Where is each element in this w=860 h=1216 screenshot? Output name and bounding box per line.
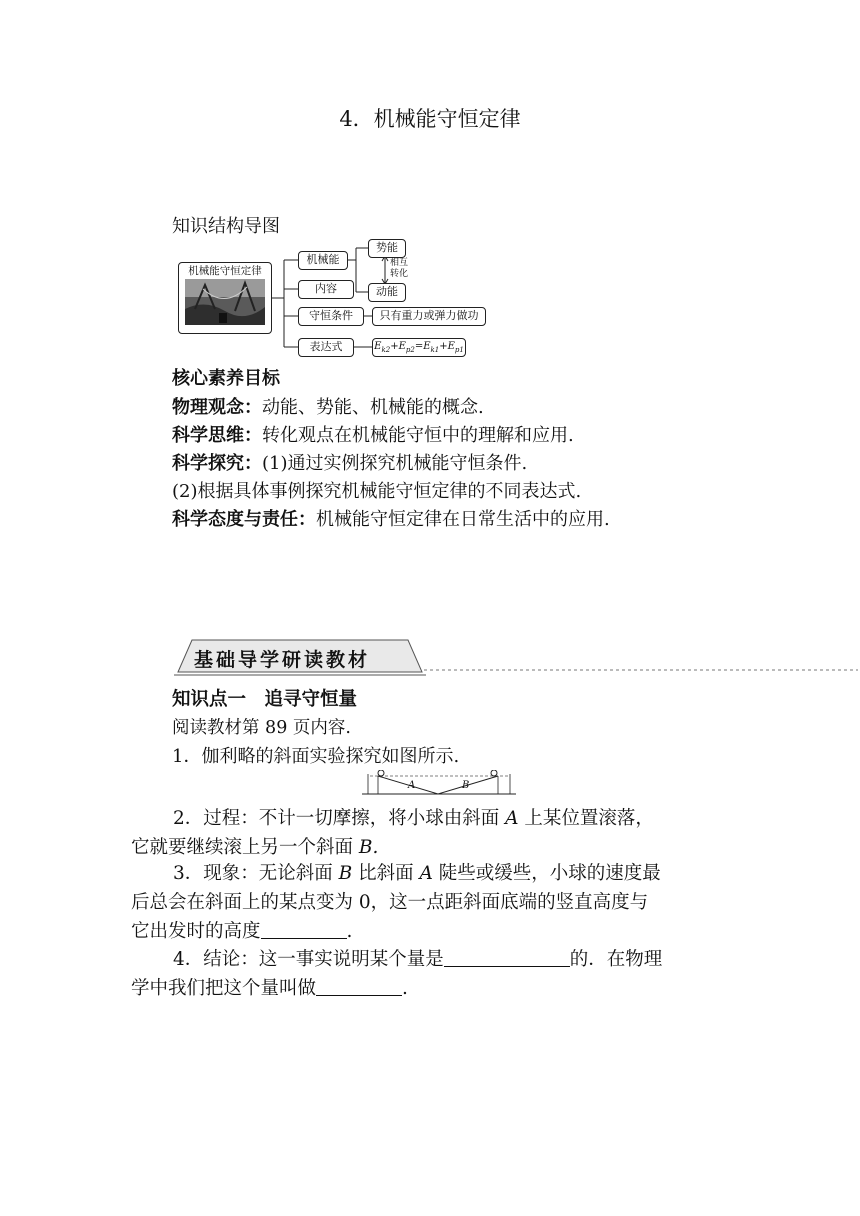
mutual-label-2: 转化 [390, 269, 409, 279]
section-heading: 知识点一 追寻守恒量 [172, 689, 358, 710]
incline-drawing [358, 770, 520, 802]
incline-label-a: A [408, 780, 416, 791]
literacy-item: 科学思维：转化观点在机械能守恒中的理解和应用. [172, 425, 574, 446]
node-mechanical-energy: 机械能 [298, 251, 348, 270]
node-kinetic: 动能 [368, 283, 406, 302]
incline-label-b: B [462, 780, 470, 791]
read-instruction: 阅读教材第 89 页内容. [172, 718, 351, 738]
root-label: 机械能守恒定律 [188, 265, 262, 277]
literacy-heading: 核心素养目标 [172, 368, 280, 389]
node-expression-formula: $E_{k2}+E_{p2}=E_{k1}+E_{p1}$ [372, 338, 466, 357]
literacy-item: 科学态度与责任：机械能守恒定律在日常生活中的应用. [172, 509, 610, 530]
node-potential: 势能 [368, 239, 406, 258]
node-condition: 守恒条件 [298, 307, 364, 326]
answer-blank-conserved[interactable] [444, 948, 570, 967]
paragraph-4: 4．结论：这一事实说明某个量是 的．在物理 学中我们把这个量叫做 . [131, 949, 663, 999]
knowledge-map-heading: 知识结构导图 [172, 216, 280, 237]
answer-blank-height[interactable] [261, 920, 347, 939]
paragraph-3: 3．现象：无论斜面 B 比斜面 A 陡些或缓些，小球的速度最 后总会在斜面上的某点变为 0，这一点距斜面底端的竖直高度与 它出发时的高度 . [131, 863, 661, 942]
paragraph-2: 2．过程：不计一切摩擦，将小球由斜面 A 上某位置滚落， 它就要继续滚上另一个斜面 B. [131, 808, 654, 858]
section-banner: 基础导学研读教材 [194, 649, 371, 671]
mutual-label-1: 相互 [390, 258, 409, 268]
incline-figure [358, 770, 520, 802]
page-title: 4．机械能守恒定律 [339, 107, 521, 131]
knowledge-map-diagram [176, 236, 496, 362]
literacy-item: 物理观念：动能、势能、机械能的概念. [172, 397, 484, 418]
paragraph-1: 1．伽利略的斜面实验探究如图所示. [172, 746, 460, 767]
node-content: 内容 [298, 280, 354, 299]
node-condition-text: 只有重力或弹力做功 [372, 307, 486, 326]
literacy-item: (2)根据具体事例探究机械能守恒定律的不同表达式. [172, 481, 582, 502]
literacy-item: 科学探究：(1)通过实例探究机械能守恒条件. [172, 453, 528, 474]
answer-blank-name[interactable] [316, 977, 402, 996]
node-expression: 表达式 [298, 338, 354, 357]
